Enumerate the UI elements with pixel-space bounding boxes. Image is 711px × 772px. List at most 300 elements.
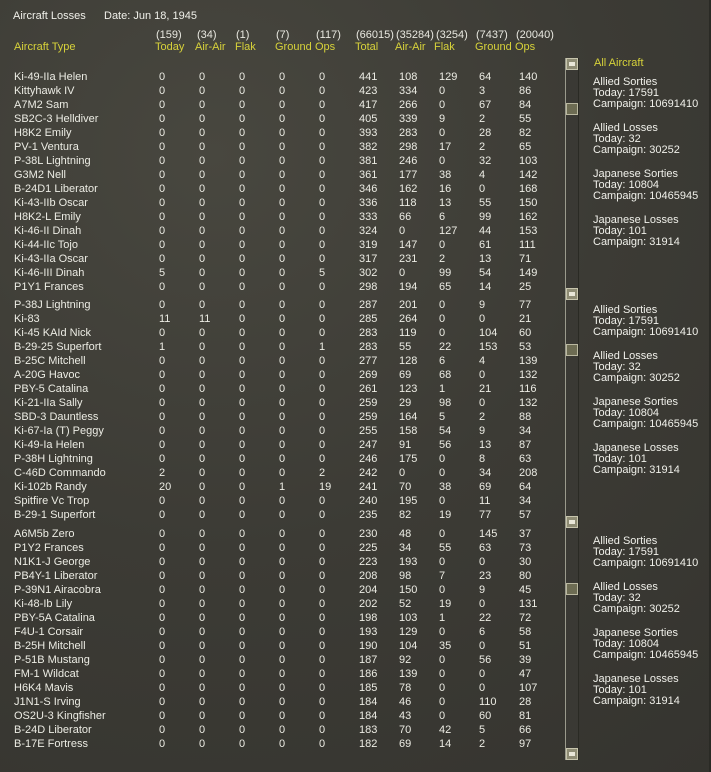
table-row[interactable] — [0, 396, 560, 410]
cell-air-air-total: 0 — [399, 267, 406, 279]
cell-flak-total: 0 — [439, 710, 446, 722]
table-row[interactable] — [0, 583, 560, 597]
cell-ground-today: 0 — [279, 640, 286, 652]
cell-ground-today: 0 — [279, 598, 286, 610]
scroll-down-icon[interactable] — [566, 516, 578, 528]
cell-total: 382 — [359, 141, 378, 153]
cell-today: 0 — [159, 528, 166, 540]
cell-air-air-total: 46 — [399, 696, 412, 708]
cell-today: 0 — [159, 598, 166, 610]
table-row[interactable] — [0, 368, 560, 382]
cell-ops-today: 5 — [319, 267, 326, 279]
table-row[interactable] — [0, 196, 560, 210]
table-row[interactable] — [0, 298, 560, 312]
cell-flak-today: 0 — [239, 668, 246, 680]
cell-today: 0 — [159, 383, 166, 395]
cell-total: 230 — [359, 528, 378, 540]
cell-ground-today: 0 — [279, 369, 286, 381]
cell-today: 0 — [159, 127, 166, 139]
cell-air-air-total: 158 — [399, 425, 418, 437]
cell-air-air-total: 334 — [399, 85, 418, 97]
table-row[interactable] — [0, 611, 560, 625]
cell-ops-total: 80 — [519, 570, 532, 582]
cell-flak-today: 0 — [239, 239, 246, 251]
table-row[interactable] — [0, 555, 560, 569]
cell-today: 0 — [159, 99, 166, 111]
scrollbar-2[interactable] — [565, 300, 579, 528]
cell-flak-total: 0 — [439, 584, 446, 596]
allied-sorties-title: Allied Sorties — [593, 535, 658, 547]
cell-air-air-total: 194 — [399, 281, 418, 293]
cell-ops-today: 0 — [319, 598, 326, 610]
cell-ground-total: 55 — [479, 197, 492, 209]
cell-ops-today: 0 — [319, 738, 326, 750]
cell-ground-total: 23 — [479, 570, 492, 582]
header-ops-total[interactable]: Ops — [515, 41, 536, 53]
date-label: Date: Jun 18, 1945 — [104, 10, 197, 22]
cell-ground-today: 0 — [279, 85, 286, 97]
cell-aircraft-name: Ki-46-II Dinah — [14, 225, 82, 237]
cell-ops-total: 60 — [519, 327, 532, 339]
cell-flak-today: 0 — [239, 99, 246, 111]
summary-panel-3 — [593, 536, 698, 720]
cell-aircraft-name: B-29-25 Superfort — [14, 341, 102, 353]
cell-air-air-total: 103 — [399, 612, 418, 624]
cell-air-air-today: 0 — [199, 99, 206, 111]
cell-today: 0 — [159, 299, 166, 311]
cell-aircraft-name: P-38H Lightning — [14, 453, 93, 465]
cell-air-air-today: 0 — [199, 439, 206, 451]
cell-aircraft-name: Ki-43-IIa Oscar — [14, 253, 88, 265]
scrollbar-1[interactable] — [565, 58, 579, 300]
cell-ground-today: 0 — [279, 668, 286, 680]
cell-aircraft-name: SB2C-3 Helldiver — [14, 113, 99, 125]
table-row[interactable] — [0, 252, 560, 266]
cell-air-air-today: 0 — [199, 626, 206, 638]
table-row[interactable] — [0, 154, 560, 168]
cell-today: 0 — [159, 71, 166, 83]
table-row[interactable] — [0, 480, 560, 494]
table-row[interactable] — [0, 681, 560, 695]
cell-ops-total: 132 — [519, 397, 538, 409]
cell-air-air-today: 0 — [199, 542, 206, 554]
cell-ground-today: 0 — [279, 127, 286, 139]
cell-total: 393 — [359, 127, 378, 139]
cell-flak-total: 13 — [439, 197, 452, 209]
allied-losses-today: Today: 32 — [593, 361, 641, 373]
cell-flak-total: 6 — [439, 211, 446, 223]
header-air-air-total[interactable]: Air-Air — [395, 41, 426, 53]
header-count-ops-today: (117) — [316, 29, 341, 41]
cell-ground-total: 4 — [479, 355, 486, 367]
cell-air-air-today: 0 — [199, 612, 206, 624]
cell-total: 242 — [359, 467, 378, 479]
cell-flak-today: 0 — [239, 383, 246, 395]
japanese-sorties-today: Today: 10804 — [593, 638, 660, 650]
cell-total: 184 — [359, 710, 378, 722]
cell-flak-today: 0 — [239, 612, 246, 624]
table-row[interactable] — [0, 667, 560, 681]
table-row[interactable] — [0, 340, 560, 354]
header-flak-today[interactable]: Flak — [235, 41, 256, 53]
table-row[interactable] — [0, 597, 560, 611]
cell-ground-today: 0 — [279, 682, 286, 694]
cell-ground-today: 0 — [279, 570, 286, 582]
cell-today: 0 — [159, 281, 166, 293]
cell-flak-today: 0 — [239, 85, 246, 97]
cell-flak-today: 0 — [239, 155, 246, 167]
cell-air-air-today: 0 — [199, 211, 206, 223]
cell-ground-total: 3 — [479, 85, 486, 97]
cell-ground-total: 77 — [479, 509, 492, 521]
table-row[interactable] — [0, 266, 560, 280]
cell-flak-total: 0 — [439, 495, 446, 507]
cell-flak-today: 0 — [239, 253, 246, 265]
cell-ops-today: 0 — [319, 640, 326, 652]
table-row[interactable] — [0, 452, 560, 466]
cell-aircraft-name: H6K4 Mavis — [14, 682, 74, 694]
cell-air-air-today: 0 — [199, 71, 206, 83]
japanese-sorties-today: Today: 10804 — [593, 179, 660, 191]
table-row[interactable] — [0, 410, 560, 424]
cell-flak-today: 0 — [239, 267, 246, 279]
cell-ops-today: 2 — [319, 467, 326, 479]
cell-ground-total: 2 — [479, 113, 486, 125]
cell-ground-total: 69 — [479, 481, 492, 493]
cell-flak-today: 0 — [239, 598, 246, 610]
cell-air-air-total: 0 — [399, 225, 406, 237]
scroll-down-icon[interactable] — [566, 288, 578, 300]
table-row[interactable] — [0, 354, 560, 368]
cell-aircraft-name: FM-1 Wildcat — [14, 668, 79, 680]
cell-flak-today: 0 — [239, 225, 246, 237]
cell-ops-total: 107 — [519, 682, 538, 694]
cell-flak-total: 0 — [439, 528, 446, 540]
cell-flak-today: 0 — [239, 696, 246, 708]
cell-total: 361 — [359, 169, 378, 181]
cell-ops-today: 0 — [319, 71, 326, 83]
table-row[interactable] — [0, 723, 560, 737]
cell-aircraft-name: SBD-3 Dauntless — [14, 411, 99, 423]
cell-ground-total: 13 — [479, 439, 492, 451]
cell-ops-total: 140 — [519, 71, 538, 83]
header-air-air-today[interactable]: Air-Air — [195, 41, 226, 53]
cell-air-air-total: 266 — [399, 99, 418, 111]
header-total[interactable]: Total — [355, 41, 379, 53]
table-row[interactable] — [0, 312, 560, 326]
cell-air-air-total: 246 — [399, 155, 418, 167]
cell-total: 269 — [359, 369, 378, 381]
allied-sorties-campaign: Campaign: 10691410 — [593, 98, 699, 110]
cell-air-air-total: 52 — [399, 598, 412, 610]
cell-ops-total: 153 — [519, 225, 538, 237]
cell-today: 0 — [159, 113, 166, 125]
cell-air-air-total: 231 — [399, 253, 418, 265]
cell-air-air-total: 128 — [399, 355, 418, 367]
scroll-thumb[interactable] — [566, 103, 578, 115]
cell-total: 190 — [359, 640, 378, 652]
japanese-sorties-title: Japanese Sorties — [593, 396, 678, 408]
allied-losses-campaign: Campaign: 30252 — [593, 372, 680, 384]
cell-ground-total: 0 — [479, 397, 486, 409]
table-row[interactable] — [0, 382, 560, 396]
cell-today: 0 — [159, 668, 166, 680]
cell-ops-total: 25 — [519, 281, 532, 293]
cell-ops-today: 0 — [319, 528, 326, 540]
cell-ops-total: 21 — [519, 313, 532, 325]
cell-ground-today: 0 — [279, 253, 286, 265]
table-row[interactable] — [0, 709, 560, 723]
cell-flak-total: 54 — [439, 425, 452, 437]
cell-air-air-today: 0 — [199, 640, 206, 652]
cell-ground-total: 9 — [479, 584, 486, 596]
cell-ops-today: 0 — [319, 99, 326, 111]
cell-flak-total: 0 — [439, 313, 446, 325]
allied-sorties-today: Today: 17591 — [593, 546, 660, 558]
table-row[interactable] — [0, 84, 560, 98]
allied-sorties-campaign: Campaign: 10691410 — [593, 326, 699, 338]
cell-air-air-today: 0 — [199, 668, 206, 680]
cell-flak-today: 0 — [239, 355, 246, 367]
cell-ops-today: 0 — [319, 439, 326, 451]
japanese-sorties-today: Today: 10804 — [593, 407, 660, 419]
cell-flak-today: 0 — [239, 556, 246, 568]
table-row[interactable] — [0, 569, 560, 583]
cell-flak-today: 0 — [239, 710, 246, 722]
cell-air-air-total: 201 — [399, 299, 418, 311]
cell-flak-total: 129 — [439, 71, 458, 83]
cell-ground-today: 0 — [279, 197, 286, 209]
cell-air-air-today: 0 — [199, 411, 206, 423]
header-count-today: (159) — [156, 29, 182, 41]
cell-ground-total: 104 — [479, 327, 498, 339]
cell-ground-today: 0 — [279, 467, 286, 479]
cell-ground-total: 56 — [479, 654, 492, 666]
cell-today: 0 — [159, 411, 166, 423]
table-row[interactable] — [0, 140, 560, 154]
cell-flak-today: 0 — [239, 183, 246, 195]
cell-aircraft-name: Ki-48-Ib Lily — [14, 598, 73, 610]
cell-flak-today: 0 — [239, 127, 246, 139]
cell-total: 241 — [359, 481, 378, 493]
cell-aircraft-name: P-51B Mustang — [14, 654, 90, 666]
cell-air-air-total: 92 — [399, 654, 412, 666]
cell-total: 441 — [359, 71, 378, 83]
cell-ops-total: 111 — [519, 239, 536, 251]
cell-aircraft-name: F4U-1 Corsair — [14, 626, 84, 638]
cell-today: 0 — [159, 439, 166, 451]
cell-ops-total: 131 — [519, 598, 538, 610]
cell-ground-total: 2 — [479, 141, 486, 153]
cell-air-air-total: 164 — [399, 411, 418, 423]
table-row[interactable] — [0, 639, 560, 653]
cell-today: 0 — [159, 85, 166, 97]
table-row[interactable] — [0, 466, 560, 480]
header-ops-today[interactable]: Ops — [315, 41, 336, 53]
scroll-thumb[interactable] — [566, 583, 578, 595]
cell-today: 0 — [159, 453, 166, 465]
cell-flak-total: 14 — [439, 738, 452, 750]
cell-flak-total: 16 — [439, 183, 452, 195]
scroll-thumb[interactable] — [566, 344, 578, 356]
header-count-ground-today: (7) — [276, 29, 290, 41]
cell-air-air-total: 108 — [399, 71, 418, 83]
cell-air-air-today: 0 — [199, 327, 206, 339]
cell-air-air-total: 70 — [399, 724, 412, 736]
cell-total: 240 — [359, 495, 378, 507]
cell-air-air-today: 0 — [199, 724, 206, 736]
cell-flak-today: 0 — [239, 570, 246, 582]
table-row[interactable] — [0, 280, 560, 294]
cell-flak-total: 38 — [439, 169, 452, 181]
cell-flak-today: 0 — [239, 654, 246, 666]
cell-ground-today: 0 — [279, 141, 286, 153]
cell-air-air-today: 0 — [199, 253, 206, 265]
scroll-up-icon[interactable] — [566, 58, 578, 70]
header-aircraft-type[interactable]: Aircraft Type — [14, 41, 76, 53]
cell-air-air-total: 193 — [399, 556, 418, 568]
cell-ops-total: 162 — [519, 211, 538, 223]
allied-losses-title: Allied Losses — [593, 581, 658, 593]
cell-air-air-total: 139 — [399, 668, 418, 680]
cell-air-air-total: 177 — [399, 169, 418, 181]
cell-ground-total: 13 — [479, 253, 492, 265]
table-row[interactable] — [0, 625, 560, 639]
cell-aircraft-name: J1N1-S Irving — [14, 696, 81, 708]
cell-flak-today: 0 — [239, 113, 246, 125]
cell-air-air-today: 0 — [199, 141, 206, 153]
cell-flak-total: 2 — [439, 253, 446, 265]
table-row[interactable] — [0, 508, 560, 522]
cell-air-air-total: 48 — [399, 528, 412, 540]
table-row[interactable] — [0, 326, 560, 340]
cell-ops-today: 0 — [319, 369, 326, 381]
header-flak-total[interactable]: Flak — [434, 41, 455, 53]
cell-flak-total: 0 — [439, 239, 446, 251]
cell-ops-total: 168 — [519, 183, 538, 195]
table-row[interactable] — [0, 126, 560, 140]
cell-total: 285 — [359, 313, 378, 325]
cell-total: 246 — [359, 453, 378, 465]
cell-aircraft-name: H8K2 Emily — [14, 127, 72, 139]
table-row[interactable] — [0, 527, 560, 541]
cell-flak-total: 1 — [439, 612, 446, 624]
cell-ops-total: 116 — [519, 383, 537, 395]
cell-flak-today: 0 — [239, 481, 246, 493]
cell-air-air-today: 0 — [199, 495, 206, 507]
cell-flak-total: 5 — [439, 411, 446, 423]
cell-ops-total: 81 — [519, 710, 532, 722]
table-row[interactable] — [0, 541, 560, 555]
cell-ops-total: 45 — [519, 584, 532, 596]
header-ground-today[interactable]: Ground — [275, 41, 312, 53]
cell-air-air-total: 43 — [399, 710, 412, 722]
japanese-losses-today: Today: 101 — [593, 453, 647, 465]
cell-ops-today: 0 — [319, 626, 326, 638]
cell-air-air-today: 0 — [199, 425, 206, 437]
table-row[interactable] — [0, 438, 560, 452]
cell-aircraft-name: PB4Y-1 Liberator — [14, 570, 98, 582]
cell-ground-today: 0 — [279, 211, 286, 223]
table-row[interactable] — [0, 112, 560, 126]
cell-air-air-today: 0 — [199, 397, 206, 409]
all-aircraft-filter[interactable]: All Aircraft — [594, 57, 644, 69]
cell-ground-total: 145 — [479, 528, 498, 540]
cell-ops-total: 51 — [519, 640, 532, 652]
cell-today: 0 — [159, 738, 166, 750]
cell-today: 0 — [159, 556, 166, 568]
cell-ops-today: 0 — [319, 425, 326, 437]
cell-total: 346 — [359, 183, 378, 195]
cell-aircraft-name: B-17E Fortress — [14, 738, 88, 750]
cell-ops-total: 34 — [519, 495, 532, 507]
header-today[interactable]: Today — [155, 41, 185, 53]
cell-flak-today: 0 — [239, 211, 246, 223]
cell-ops-today: 0 — [319, 183, 326, 195]
table-row[interactable] — [0, 210, 560, 224]
cell-aircraft-name: C-46D Commando — [14, 467, 106, 479]
header-ground-total[interactable]: Ground — [475, 41, 512, 53]
table-row[interactable] — [0, 653, 560, 667]
cell-ops-today: 0 — [319, 85, 326, 97]
cell-air-air-today: 0 — [199, 355, 206, 367]
cell-ground-total: 54 — [479, 267, 492, 279]
cell-ops-today: 0 — [319, 397, 326, 409]
table-row[interactable] — [0, 424, 560, 438]
scroll-down-icon[interactable] — [566, 748, 578, 760]
table-row[interactable] — [0, 182, 560, 196]
cell-ground-today: 0 — [279, 299, 286, 311]
cell-ground-total: 44 — [479, 225, 492, 237]
table-row[interactable] — [0, 98, 560, 112]
cell-ground-today: 0 — [279, 169, 286, 181]
cell-flak-total: 0 — [439, 668, 446, 680]
scrollbar-3[interactable] — [565, 528, 579, 760]
cell-air-air-today: 0 — [199, 481, 206, 493]
cell-aircraft-name: Ki-45 KAId Nick — [14, 327, 92, 339]
cell-ops-total: 34 — [519, 425, 532, 437]
japanese-losses-today: Today: 101 — [593, 225, 647, 237]
japanese-sorties-campaign: Campaign: 10465945 — [593, 418, 699, 430]
cell-ops-total: 39 — [519, 654, 532, 666]
cell-flak-today: 0 — [239, 509, 246, 521]
cell-flak-total: 56 — [439, 439, 452, 451]
table-row[interactable] — [0, 168, 560, 182]
cell-flak-total: 55 — [439, 542, 452, 554]
cell-flak-total: 68 — [439, 369, 452, 381]
japanese-losses-campaign: Campaign: 31914 — [593, 464, 680, 476]
table-row[interactable] — [0, 494, 560, 508]
cell-air-air-total: 70 — [399, 481, 412, 493]
table-row[interactable] — [0, 737, 560, 751]
table-row[interactable] — [0, 224, 560, 238]
cell-total: 204 — [359, 584, 378, 596]
cell-aircraft-name: Ki-83 — [14, 313, 40, 325]
cell-flak-total: 9 — [439, 113, 446, 125]
japanese-losses-campaign: Campaign: 31914 — [593, 236, 680, 248]
cell-flak-total: 0 — [439, 696, 446, 708]
table-row[interactable] — [0, 695, 560, 709]
table-row[interactable] — [0, 238, 560, 252]
cell-flak-today: 0 — [239, 281, 246, 293]
cell-flak-today: 0 — [239, 724, 246, 736]
cell-ops-today: 0 — [319, 141, 326, 153]
cell-ground-total: 0 — [479, 313, 486, 325]
cell-ground-today: 0 — [279, 239, 286, 251]
table-row[interactable] — [0, 70, 560, 84]
cell-aircraft-name: B-25H Mitchell — [14, 640, 86, 652]
cell-air-air-total: 264 — [399, 313, 418, 325]
